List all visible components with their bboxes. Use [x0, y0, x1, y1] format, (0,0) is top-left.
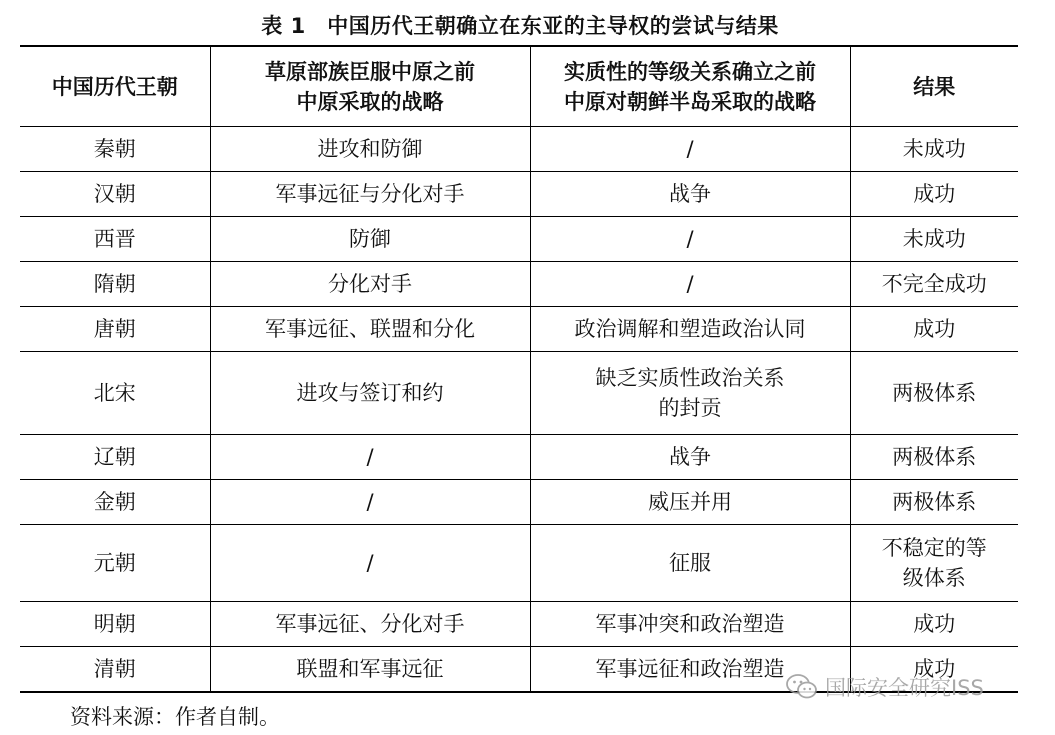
cell-korea-strategy: /: [530, 217, 850, 262]
cell-steppe-strategy: /: [210, 435, 530, 480]
cell-result: 成功: [850, 307, 1018, 352]
cell-result: 两极体系: [850, 480, 1018, 525]
table-row: [20, 352, 1018, 435]
wechat-icon: [785, 673, 819, 701]
cell-korea-strategy: 威压并用: [530, 480, 850, 525]
cell-korea-strategy: /: [530, 127, 850, 172]
watermark-text: 国际安全研究ISS: [825, 676, 984, 700]
cell-steppe-strategy: 防御: [210, 217, 530, 262]
cell-result: 未成功: [850, 217, 1018, 262]
cell-steppe-strategy: /: [210, 525, 530, 602]
cell-steppe-strategy: 军事远征与分化对手: [210, 172, 530, 217]
cell-dynasty: 北宋: [20, 352, 210, 435]
header-dynasty: 中国历代王朝: [20, 46, 210, 127]
cell-dynasty: 秦朝: [20, 127, 210, 172]
cell-steppe-strategy: 进攻和防御: [210, 127, 530, 172]
cell-result: 成功: [850, 602, 1018, 647]
table-row: [20, 127, 1018, 172]
cell-result: 不稳定的等 级体系: [850, 525, 1018, 602]
cell-result: 两极体系: [850, 435, 1018, 480]
cell-result: 成功: [850, 647, 1018, 692]
cell-korea-strategy: 战争: [530, 435, 850, 480]
table-caption: 表 1 中国历代王朝确立在东亚的主导权的尝试与结果: [261, 14, 779, 38]
table-row: [20, 307, 1018, 352]
cell-dynasty: 金朝: [20, 480, 210, 525]
cell-steppe-strategy: 军事远征、联盟和分化: [210, 307, 530, 352]
dynasty-strategy-table: [20, 45, 1018, 693]
table-row: [20, 525, 1018, 602]
header-result: 结果: [850, 46, 1018, 127]
cell-steppe-strategy: /: [210, 480, 530, 525]
cell-korea-strategy: 战争: [530, 172, 850, 217]
cell-steppe-strategy: 进攻与签订和约: [210, 352, 530, 435]
header-steppe-strategy: 草原部族臣服中原之前 中原采取的战略: [210, 46, 530, 127]
watermark: [785, 672, 984, 702]
table-row: [20, 435, 1018, 480]
table-row: [20, 602, 1018, 647]
header-row: [20, 46, 1018, 127]
cell-result: 成功: [850, 172, 1018, 217]
cell-korea-strategy: 军事远征和政治塑造: [530, 647, 850, 692]
cell-korea-strategy: 缺乏实质性政治关系 的封贡: [530, 352, 850, 435]
cell-korea-strategy: 政治调解和塑造政治认同: [530, 307, 850, 352]
table-row: [20, 172, 1018, 217]
cell-dynasty: 西晋: [20, 217, 210, 262]
cell-dynasty: 元朝: [20, 525, 210, 602]
cell-korea-strategy: /: [530, 262, 850, 307]
cell-steppe-strategy: 分化对手: [210, 262, 530, 307]
header-korea-strategy: 实质性的等级关系确立之前 中原对朝鲜半岛采取的战略: [530, 46, 850, 127]
cell-dynasty: 隋朝: [20, 262, 210, 307]
source-note: 资料来源：作者自制。: [70, 705, 280, 729]
cell-steppe-strategy: 联盟和军事远征: [210, 647, 530, 692]
cell-result: 不完全成功: [850, 262, 1018, 307]
cell-dynasty: 汉朝: [20, 172, 210, 217]
cell-dynasty: 唐朝: [20, 307, 210, 352]
cell-dynasty: 明朝: [20, 602, 210, 647]
table-row: [20, 262, 1018, 307]
cell-korea-strategy: 军事冲突和政治塑造: [530, 602, 850, 647]
table-row: [20, 217, 1018, 262]
cell-dynasty: 辽朝: [20, 435, 210, 480]
cell-steppe-strategy: 军事远征、分化对手: [210, 602, 530, 647]
dynasty-table-container: [20, 45, 1018, 693]
table-body: [20, 127, 1018, 692]
cell-korea-strategy: 征服: [530, 525, 850, 602]
table-header: [20, 46, 1018, 127]
cell-dynasty: 清朝: [20, 647, 210, 692]
cell-result: 两极体系: [850, 352, 1018, 435]
cell-result: 未成功: [850, 127, 1018, 172]
table-row: [20, 480, 1018, 525]
